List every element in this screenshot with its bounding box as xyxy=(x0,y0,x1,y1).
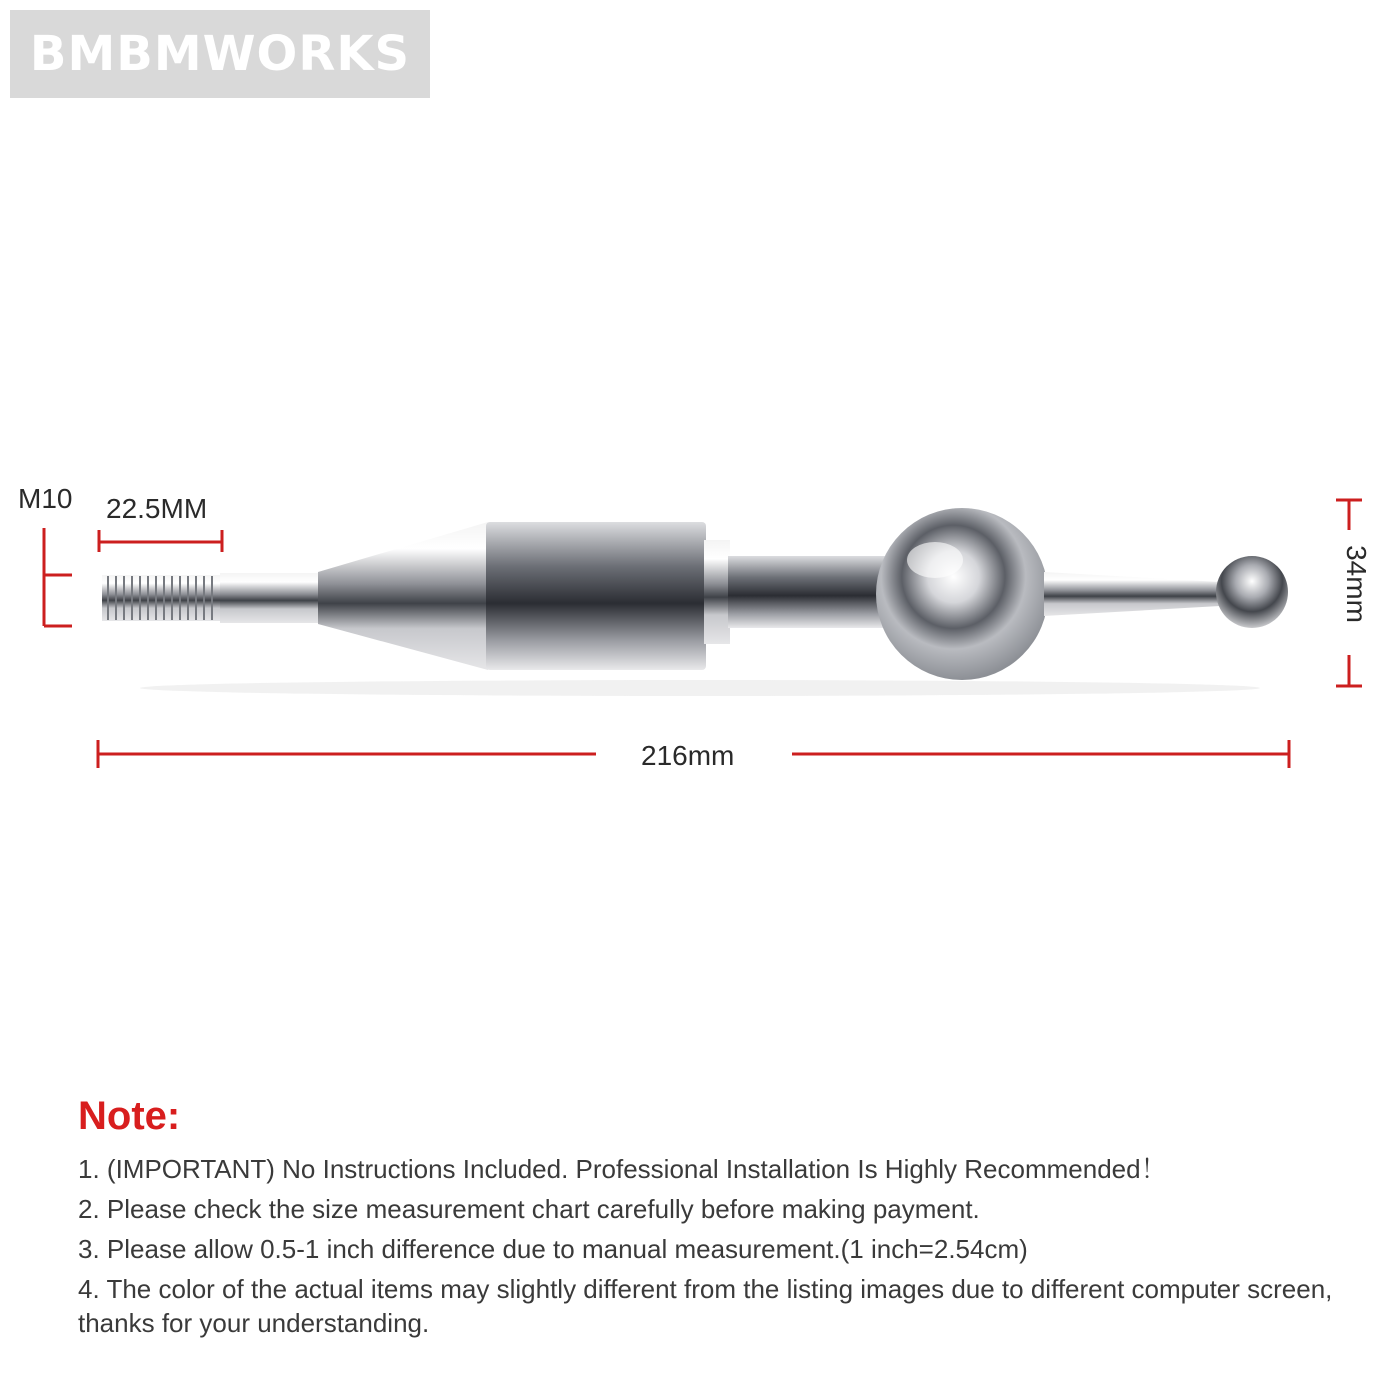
thread-diameter-bracket xyxy=(44,528,72,626)
thread-length-line xyxy=(99,530,222,552)
small-ball xyxy=(1216,556,1288,628)
total-length-label: 216mm xyxy=(641,740,735,771)
note-section xyxy=(78,1092,1358,1346)
shifter-extension-image xyxy=(102,508,1288,696)
tapered-cone xyxy=(318,522,488,670)
note-item: 2. Please check the size measurement chart carefully before making payment. xyxy=(78,1194,980,1224)
note-item: 1. (IMPORTANT) No Instructions Included. Professional Installation Is Highly Recommended！ xyxy=(78,1154,1167,1184)
product-dimension-figure xyxy=(0,440,1400,800)
thread-size-label: M10 xyxy=(18,483,73,514)
note-item: 4. The color of the actual items may slightly different from the listing images due to different computer screen, thanks for your understanding. xyxy=(78,1274,1333,1338)
thread-length-label: 22.5MM xyxy=(106,493,208,524)
brand-watermark-text: BMBMWORKS xyxy=(29,26,411,82)
note-item: 3. Please allow 0.5-1 inch difference due to manual measurement.(1 inch=2.54cm) xyxy=(78,1234,1028,1264)
ball-diameter-label: 34mm xyxy=(1341,545,1372,623)
note-title: Note: xyxy=(78,1094,181,1138)
large-ball xyxy=(876,508,1048,680)
main-cylinder xyxy=(486,522,706,670)
brand-watermark xyxy=(10,10,430,98)
